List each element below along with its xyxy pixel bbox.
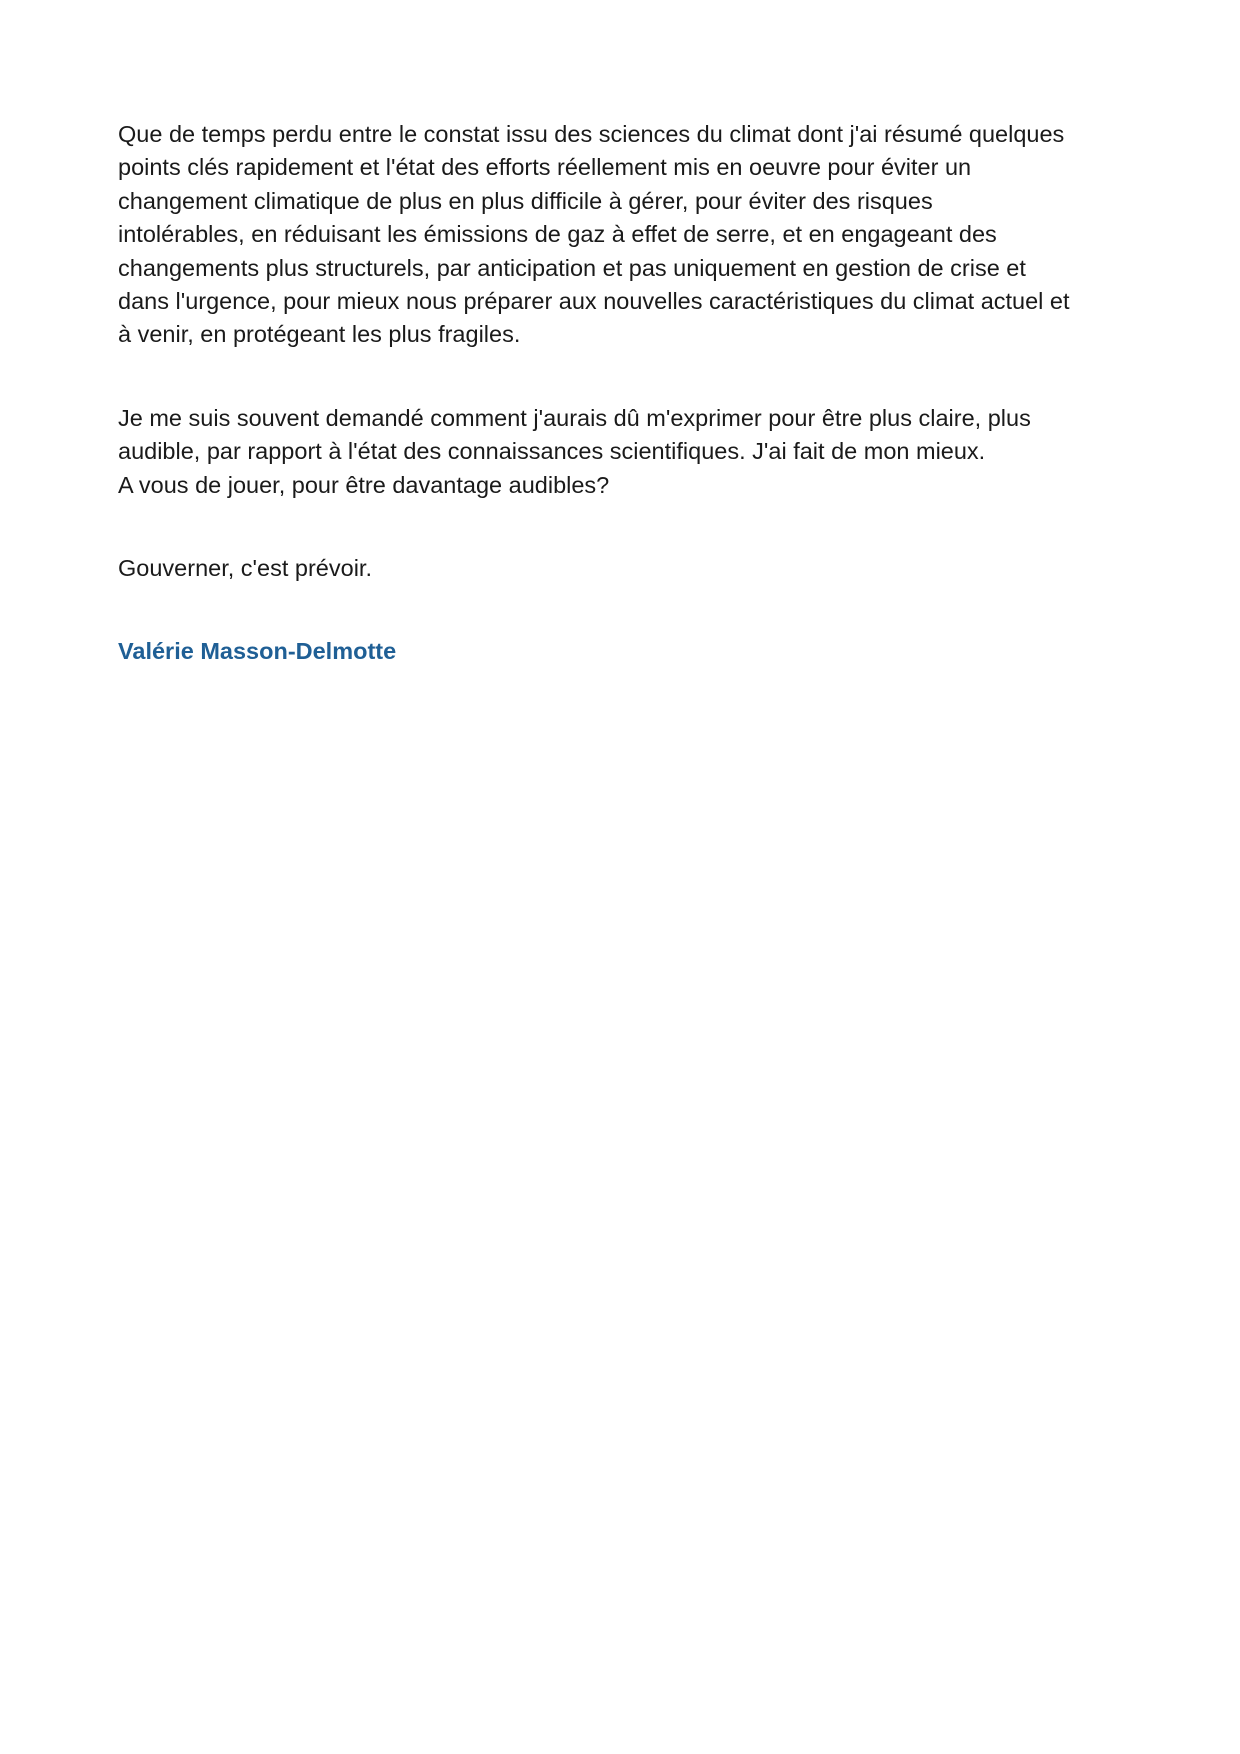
text-line: Gouverner, c'est prévoir. xyxy=(118,555,372,582)
text-line: Que de temps perdu entre le constat issu des sciences du climat dont j'ai résumé quelques xyxy=(118,121,1065,147)
text-line: points clés rapidement et l'état des efforts réellement mis en oeuvre pour éviter un xyxy=(118,154,972,181)
text-line: changements plus structurels, par anticipation et pas uniquement en gestion de crise et xyxy=(118,254,1026,281)
text-line: intolérables, en réduisant les émissions de gaz à effet de serre, et en engageant des xyxy=(118,221,997,248)
text-line: audible, par rapport à l'état des connaissances scientifiques. J'ai fait de mon mieux. xyxy=(118,438,986,465)
text-line: A vous de jouer, pour être davantage audibles? xyxy=(118,471,610,498)
text-line: Je me suis souvent demandé comment j'aurais dû m'exprimer pour être plus claire, plus xyxy=(118,404,1031,431)
text-line: à venir, en protégeant les plus fragiles. xyxy=(118,321,521,348)
paragraph-govern xyxy=(118,552,1128,585)
paragraph-climate-efforts xyxy=(118,118,1128,352)
paragraph-audible xyxy=(118,402,1128,502)
document-body xyxy=(118,118,1128,719)
author-signature: Valérie Masson-Delmotte xyxy=(118,638,397,665)
text-line: changement climatique de plus en plus difficile à gérer, pour éviter des risques xyxy=(118,187,933,214)
text-line: dans l'urgence, pour mieux nous préparer aux nouvelles caractéristiques du climat actuel et xyxy=(118,288,1070,315)
